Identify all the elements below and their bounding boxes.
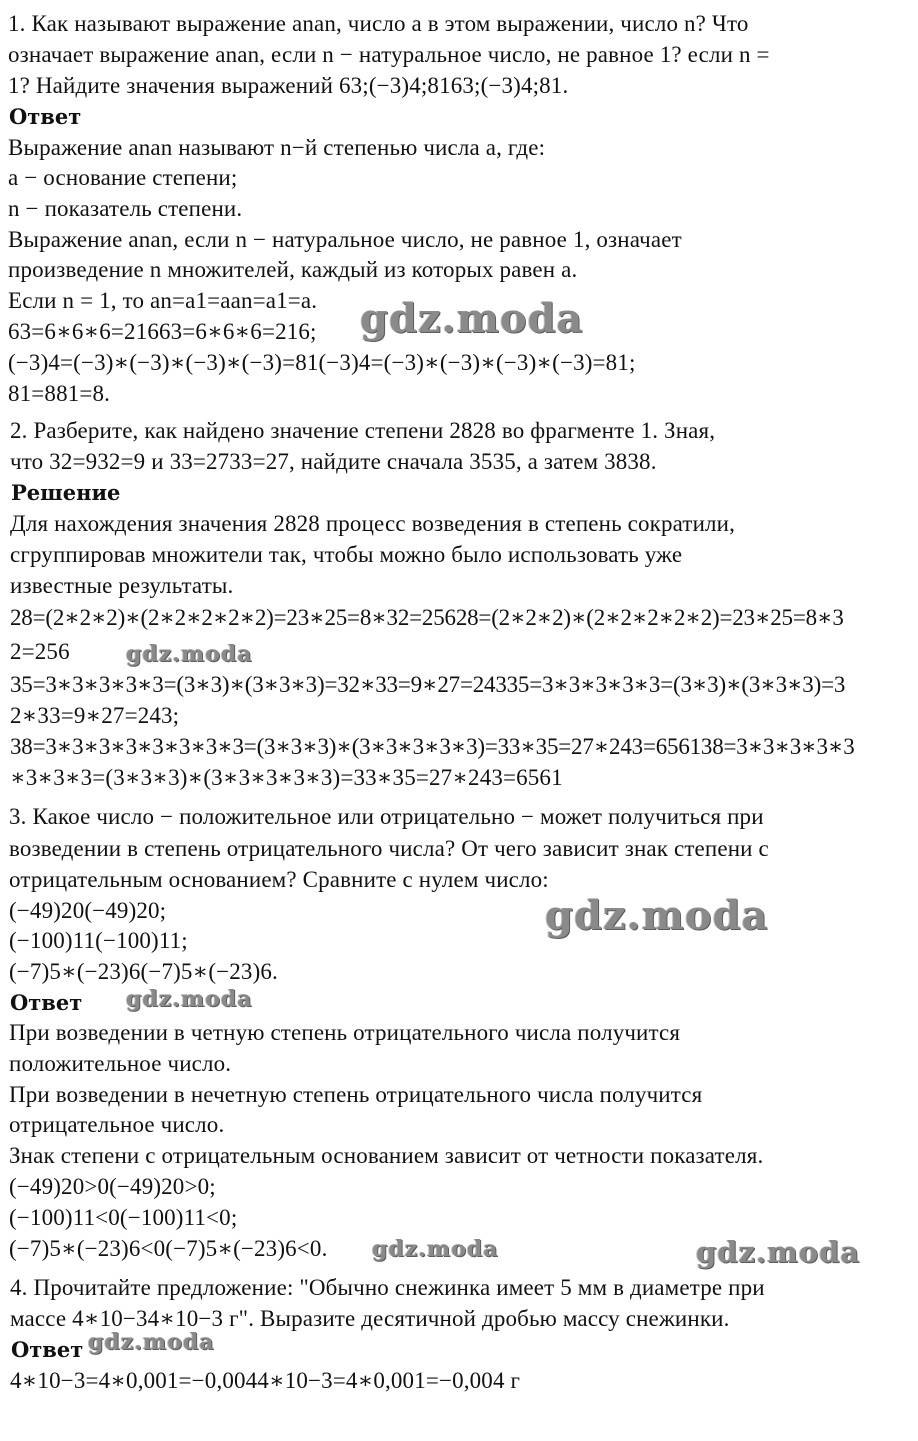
answer-heading: Ответ bbox=[11, 1337, 84, 1362]
answer-line: (−3)4=(−3)∗(−3)∗(−3)∗(−3)=81(−3)4=(−3)∗(−3)∗(−3)∗(−3)=81; bbox=[8, 350, 636, 375]
question-line: (−7)5∗(−23)6(−7)5∗(−23)6. bbox=[9, 959, 278, 984]
solution-heading: Решение bbox=[11, 480, 121, 505]
answer-line: Если n = 1, то an=a1=aan=a1=a. bbox=[8, 288, 318, 313]
answer-heading: Ответ bbox=[9, 104, 82, 129]
watermark-logo: gdz.moda bbox=[126, 641, 253, 667]
watermark-logo: gdz.moda bbox=[88, 1329, 215, 1355]
question-line: возведении в степень отрицательного числа? От чего зависит знак степени с bbox=[9, 836, 769, 861]
answer-heading: Ответ bbox=[10, 990, 83, 1015]
answer-line: Знак степени с отрицательным основанием зависит от четности показателя. bbox=[9, 1143, 764, 1168]
question-line: (−49)20(−49)20; bbox=[9, 898, 167, 923]
answer-line: сгруппировав множители так, чтобы можно было использовать уже bbox=[10, 542, 683, 567]
question-line: 1? Найдите значения выражений 63;(−3)4;8163;(−3)4;81. bbox=[8, 73, 569, 98]
question-line: 4. Прочитайте предложение: "Обычно снежинка имеет 5 мм в диаметре при bbox=[10, 1275, 765, 1300]
answer-line: (−49)20>0(−49)20>0; bbox=[9, 1174, 216, 1199]
answer-line: (−7)5∗(−23)6<0(−7)5∗(−23)6<0. bbox=[9, 1236, 328, 1261]
question-line: 1. Как называют выражение anan, число a в этом выражении, число n? Что bbox=[8, 11, 749, 36]
answer-line: 2=256 bbox=[10, 639, 70, 664]
answer-line: 28=(2∗2∗2)∗(2∗2∗2∗2∗2)=23∗25=8∗32=25628=(2∗2∗2)∗(2∗2∗2∗2∗2)=23∗25=8∗3 bbox=[10, 605, 844, 630]
answer-line: Выражение anan, если n − натуральное число, не равное 1, означает bbox=[8, 227, 682, 252]
question-line: означает выражение anan, если n − натуральное число, не равное 1? если n = bbox=[8, 42, 770, 67]
answer-line: ∗3∗3∗3=(3∗3∗3)∗(3∗3∗3∗3∗3)=33∗35=27∗243=6561 bbox=[10, 765, 563, 790]
answer-line: 4∗10−3=4∗0,001=−0,0044∗10−3=4∗0,001=−0,004 г bbox=[10, 1368, 521, 1393]
question-line: (−100)11(−100)11; bbox=[9, 928, 188, 953]
watermark-logo: gdz.moda bbox=[360, 295, 584, 342]
answer-line: При возведении в четную степень отрицательного числа получится bbox=[9, 1020, 681, 1045]
answer-line: 35=3∗3∗3∗3∗3=(3∗3)∗(3∗3∗3)=32∗33=9∗27=24335=3∗3∗3∗3∗3=(3∗3)∗(3∗3∗3)=3 bbox=[10, 672, 846, 697]
watermark-logo: gdz.moda bbox=[126, 986, 253, 1012]
answer-line: Для нахождения значения 2828 процесс возведения в степень сократили, bbox=[10, 511, 736, 536]
answer-line: a − основание степени; bbox=[8, 165, 238, 190]
answer-line: отрицательное число. bbox=[9, 1112, 225, 1137]
question-line: 2. Разберите, как найдено значение степени 2828 во фрагменте 1. Зная, bbox=[10, 418, 716, 443]
answer-line: При возведении в нечетную степень отрицательного числа получится bbox=[9, 1082, 703, 1107]
answer-line: n − показатель степени. bbox=[8, 196, 243, 221]
answer-line: 38=3∗3∗3∗3∗3∗3∗3∗3=(3∗3∗3)∗(3∗3∗3∗3∗3)=33∗35=27∗243=656138=3∗3∗3∗3∗3 bbox=[10, 734, 855, 759]
answer-line: (−100)11<0(−100)11<0; bbox=[9, 1205, 238, 1230]
answer-line: 2∗33=9∗27=243; bbox=[10, 703, 180, 728]
answer-line: 63=6∗6∗6=21663=6∗6∗6=216; bbox=[8, 319, 317, 344]
question-line: что 32=932=9 и 33=2733=27, найдите сначала 3535, а затем 3838. bbox=[10, 449, 657, 474]
question-line: отрицательным основанием? Сравните с нулем число: bbox=[9, 867, 549, 892]
answer-line: Выражение anan называют n−й степенью числа a, где: bbox=[8, 135, 546, 160]
answer-line: 81=881=8. bbox=[8, 381, 111, 406]
answer-line: положительное число. bbox=[9, 1051, 232, 1076]
answer-line: произведение n множителей, каждый из которых равен a. bbox=[8, 257, 578, 282]
watermark-logo: gdz.moda bbox=[696, 1235, 861, 1269]
question-line: массе 4∗10−34∗10−3 г". Выразите десятичной дробью массу снежинки. bbox=[10, 1306, 730, 1331]
question-line: 3. Какое число − положительное или отрицательно − может получиться при bbox=[9, 804, 764, 829]
answer-line: известные результаты. bbox=[10, 573, 234, 598]
watermark-logo: gdz.moda bbox=[545, 892, 769, 939]
watermark-logo: gdz.moda bbox=[372, 1236, 499, 1262]
